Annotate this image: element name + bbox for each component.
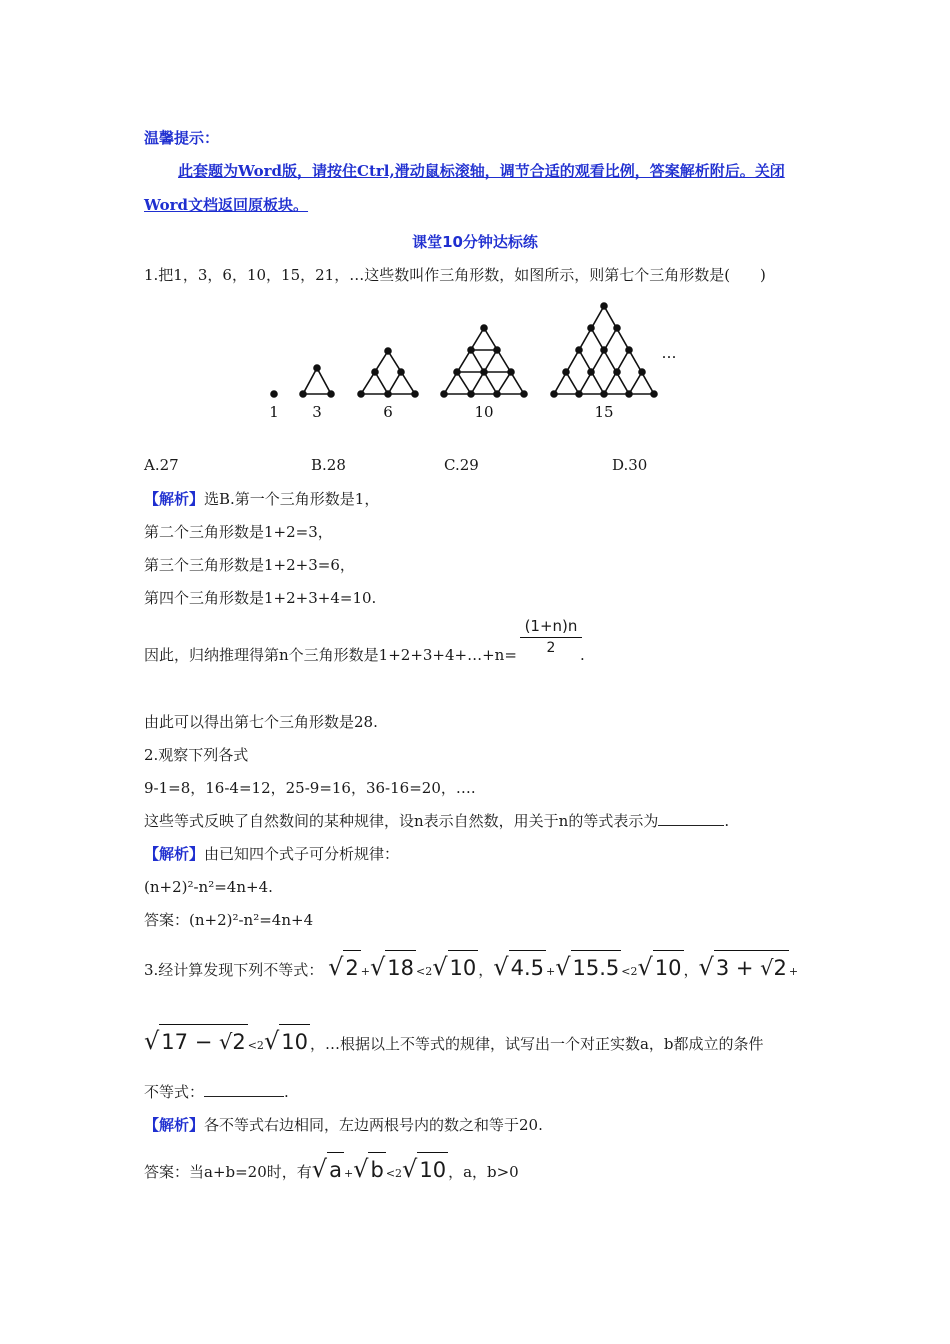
q1-analysis-line-4: 第四个三角形数是1+2+3+4=10. bbox=[144, 589, 377, 607]
q2-answer: 答案：(n+2)²-n²=4n+4 bbox=[144, 911, 314, 929]
figure-label: 1 bbox=[269, 403, 279, 421]
q2-derivation: (n+2)²-n²=4n+4. bbox=[144, 878, 273, 896]
q3-answer: 答案：当a+b=20时，有√a +√b <2√10 ，a，b>0 bbox=[144, 1152, 519, 1191]
q3-line-2: √17 − √2 <2√10 ，…根据以上不等式的规律，试写出一个对正实数a，b都成立的条件 bbox=[144, 1024, 764, 1063]
q1-analysis-line-3: 第三个三角形数是1+2+3=6， bbox=[144, 556, 355, 574]
q2-stem: 2.观察下列各式 bbox=[144, 746, 249, 764]
q1-analysis-line-1: 【解析】选B.第一个三角形数是1， bbox=[144, 490, 380, 508]
triangle-numbers-figure bbox=[255, 296, 695, 426]
q2-equations: 9-1=8，16-4=12，25-9=16，36-16=20，…. bbox=[144, 779, 476, 797]
fraction-numerator: (1+n)n bbox=[520, 617, 582, 638]
option-c[interactable]: C.29 bbox=[444, 456, 479, 474]
q1-analysis-line-2: 第二个三角形数是1+2=3， bbox=[144, 523, 333, 541]
q2-analysis: 【解析】由已知四个式子可分析规律： bbox=[144, 845, 400, 863]
fraction-end: . bbox=[580, 646, 585, 664]
section-title: 课堂10分钟达标练 bbox=[412, 233, 538, 251]
option-d[interactable]: D.30 bbox=[612, 456, 648, 474]
q1-analysis-line-6: 由此可以得出第七个三角形数是28. bbox=[144, 713, 378, 731]
tip-body[interactable]: 此套题为Word版，请按住Ctrl,滑动鼠标滚轴，调节合适的观看比例，答案解析附后。关闭Word文档返回原板块。 bbox=[144, 162, 785, 214]
figure-ellipsis: … bbox=[661, 344, 677, 362]
q3-analysis: 【解析】各不等式右边相同，左边两根号内的数之和等于20. bbox=[144, 1116, 543, 1134]
fraction bbox=[520, 617, 582, 656]
analysis-tag: 【解析】 bbox=[144, 845, 205, 863]
dot bbox=[271, 391, 277, 397]
option-b[interactable]: B.28 bbox=[311, 456, 346, 474]
q1-analysis-line-5: 因此，归纳推理得第n个三角形数是1+2+3+4+…+n= bbox=[144, 646, 517, 664]
answer-blank[interactable] bbox=[658, 811, 724, 826]
figure-label: 3 bbox=[312, 403, 322, 421]
q2-question: 这些等式反映了自然数间的某种规律，设n表示自然数，用关于n的等式表示为 . bbox=[144, 812, 730, 830]
option-a[interactable]: A.27 bbox=[144, 456, 179, 474]
figure-label: 6 bbox=[383, 403, 393, 421]
q1-stem: 1.把1，3，6，10，15，21，…这些数叫作三角形数，如图所示，则第七个三角形数是( ) bbox=[144, 266, 766, 284]
figure-label: 15 bbox=[594, 403, 614, 421]
q3-stem: 3.经计算发现下列不等式： √2 +√18 <2√10 ，√4.5 +√15.5 <2√10 ，√3 + √2 + bbox=[144, 950, 798, 989]
answer-blank[interactable] bbox=[204, 1082, 284, 1097]
q3-line-3: 不等式： . bbox=[144, 1083, 289, 1101]
tip-title: 温馨提示： bbox=[144, 129, 220, 147]
fraction-denominator: 2 bbox=[546, 640, 556, 656]
figure-label: 10 bbox=[474, 403, 494, 421]
analysis-tag: 【解析】 bbox=[144, 1116, 205, 1134]
analysis-tag: 【解析】 bbox=[144, 490, 205, 508]
